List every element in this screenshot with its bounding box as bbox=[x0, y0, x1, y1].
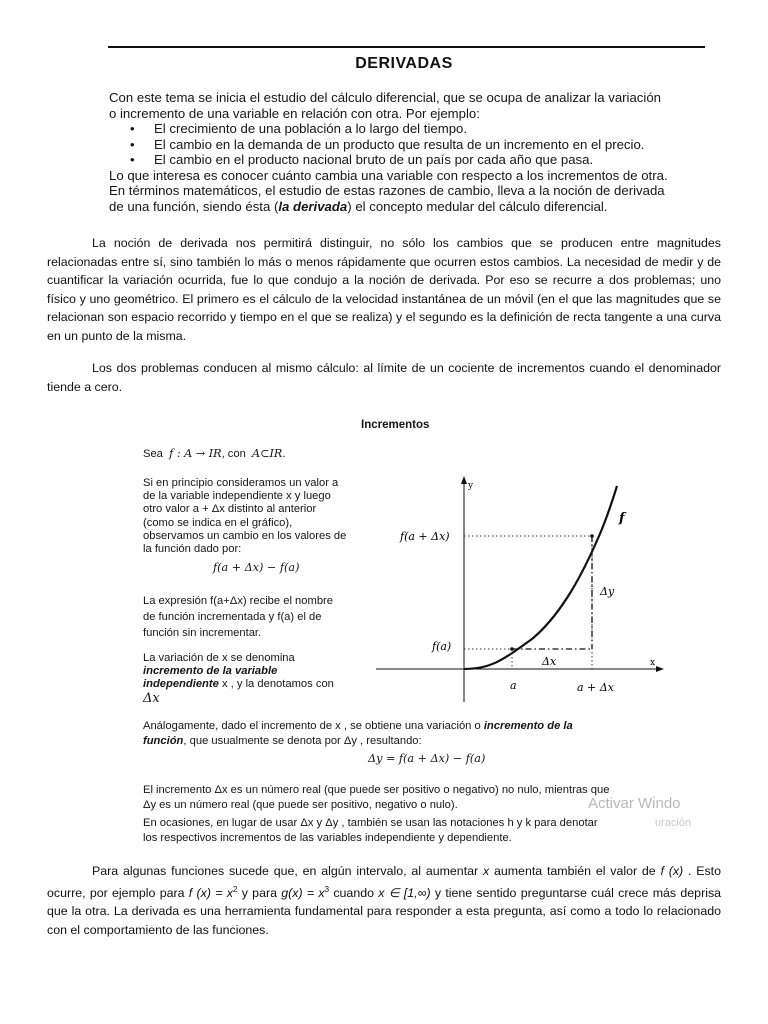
title-rule bbox=[108, 46, 705, 48]
bullet-icon: • bbox=[130, 136, 135, 152]
figure-block-3: La variación de x se denomina incremento de la variable independiente x , y la denotamos con Δx bbox=[143, 652, 334, 706]
intro-bullet-1: • El crecimiento de una población a lo largo del tiempo. bbox=[130, 121, 468, 136]
formula-delta-y: Δy = f(a + Δx) − f(a) bbox=[368, 752, 486, 765]
analog-line-1: Análogamente, dado el incremento de x , se obtiene una variación o incremento de la bbox=[143, 720, 573, 732]
label-f: f bbox=[619, 511, 625, 526]
intro-line-3: Lo que interesa es conocer cuánto cambia una variable con respecto a los incrementos de otra. bbox=[109, 167, 668, 183]
figure-block-1: Si en principio consideramos un valor a de la variable independiente x y luego otro valor a + Δx distinto al anterior (como se indica en el gráfico), observamos un cambio en los valores de la función dado por: bbox=[143, 477, 347, 556]
intro-line-2: o incremento de una variable en relación con otra. Por ejemplo: bbox=[109, 105, 480, 121]
y-axis-label: y bbox=[468, 481, 474, 491]
label-a: a bbox=[510, 679, 517, 692]
intro-line-4: En términos matemáticos, el estudio de estas razones de cambio, lleva a la noción de derivada bbox=[109, 183, 665, 198]
intro-bullet-3: • El cambio en el producto nacional bruto de un país por cada año que pasa. bbox=[130, 152, 594, 167]
figure-sea-line: Sea f : A → IR, con A⊂IR. bbox=[143, 447, 286, 460]
figure-block-2: La expresión f(a+Δx) recibe el nombre de función incrementada y f(a) el de función sin incrementar. bbox=[143, 595, 333, 639]
function-curve bbox=[464, 486, 617, 669]
formula-increment: f(a + Δx) − f(a) bbox=[213, 561, 300, 574]
page-title: DERIVADAS bbox=[355, 55, 453, 72]
label-delta-y: Δy bbox=[600, 585, 615, 598]
label-f-a: f(a) bbox=[432, 640, 452, 653]
activation-watermark: Activar Windo bbox=[588, 795, 681, 812]
label-a-plus-dx: a + Δx bbox=[577, 681, 614, 694]
bullet-icon: • bbox=[130, 121, 135, 136]
intro-line-5: de una función, siendo ésta (la derivada) el concepto medular del cálculo diferencial. bbox=[109, 198, 608, 214]
figure-notes: El incremento Δx es un número real (que puede ser positivo o negativo) no nulo, mientras que Δy es un número real (que puede ser positivo, negativo o nulo). En ocasiones, en lugar de usar Δx y Δy , también se usan las notaciones h y k para denotar los respectivos incrementos de las variables independiente y dependiente. bbox=[143, 784, 610, 844]
body-paragraph-2: Los dos problemas conducen al mismo cálculo: al límite de un cociente de incrementos cuando el denominador tiende a cero. bbox=[47, 361, 721, 394]
increment-graph bbox=[372, 474, 672, 714]
point-a-dx bbox=[590, 534, 594, 538]
closing-paragraph: Para algunas funciones sucede que, en algún intervalo, al aumentar x aumenta también el valor de f (x) . Esto ocurre, por ejemplo para f $(x) = x^2$ y para $g(x) = x^3$ cuando x ∈ [1,∞) y tiene sentido preguntarse cuál crece más deprisa que la otra. La derivada es una herramienta fundamental para responder a esta pregunta, así como a todo lo relacionado con el comportamiento de las funciones. bbox=[47, 864, 722, 937]
y-axis-arrow-icon bbox=[461, 476, 467, 484]
x-axis-label: x bbox=[650, 658, 656, 668]
point-a bbox=[510, 647, 514, 651]
activation-watermark-sub: uración bbox=[655, 817, 692, 829]
figure-title: Incrementos bbox=[361, 419, 430, 431]
label-f-a-dx: f(a + Δx) bbox=[400, 530, 450, 543]
label-delta-x: Δx bbox=[542, 655, 557, 668]
intro-line-1: Con este tema se inicia el estudio del cálculo diferencial, que se ocupa de analizar la variación bbox=[109, 90, 662, 105]
bullet-icon: • bbox=[130, 152, 135, 167]
x-axis-arrow-icon bbox=[656, 666, 664, 672]
intro-bullet-2: • El cambio en la demanda de un producto que resulta de un incremento en el precio. bbox=[130, 136, 645, 152]
body-paragraph-1: La noción de derivada nos permitirá distinguir, no sólo los cambios que se producen entre magnitudes relacionadas entre sí, sino también lo más o menos rápidamente que ocurren estos cambios. La necesidad de medir y de cuantificar la variación ocurrida, fue lo que condujo a la noción de derivada. Por eso se recurre a dos problemas; uno físico y uno geométrico. El primero es el cálculo de la velocidad instantánea de un móvil (en el que las magnitudes que se relacionan son espacio recorrido y tiempo en el que se realiza) y el segundo es la definición de recta tangente a una curva en un punto de la misma. bbox=[47, 236, 721, 343]
analog-line-2: función, que usualmente se denota por Δy , resultando: bbox=[143, 735, 422, 747]
